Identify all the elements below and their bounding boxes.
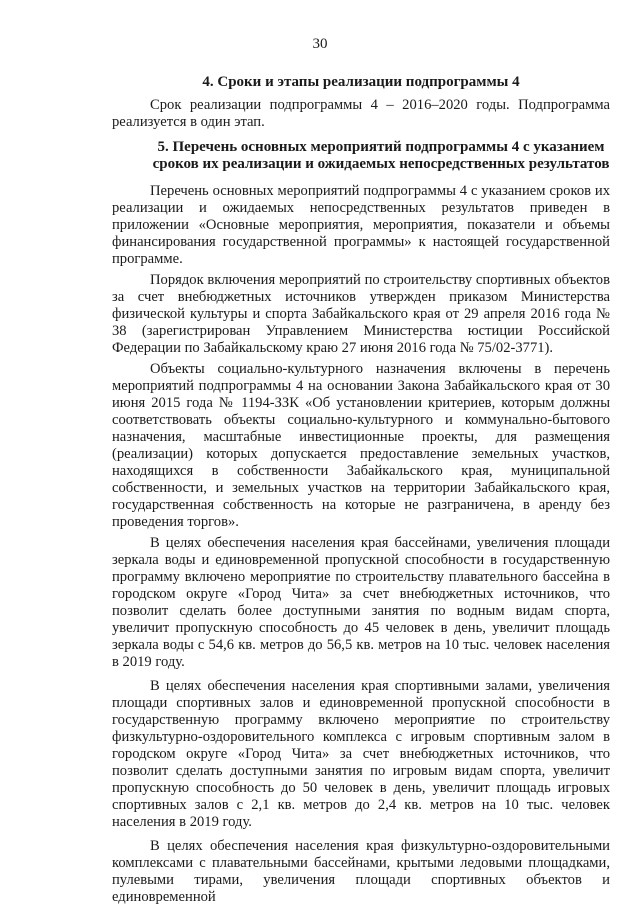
section-5-paragraph-1: Перечень основных мероприятий подпрограммы 4 с указанием сроков их реализации и ожидаемых непосредственных результатов приведен в приложении «Основные мероприятия, мероприятия, показатели и объемы финансирования государственной программы» к настоящей государственной программе. (112, 183, 610, 267)
section-5-paragraph-2: Порядок включения мероприятий по строительству спортивных объектов за счет внебюджетных источников утвержден приказом Министерства физической культуры и спорта Забайкальского края от 29 апреля 2016 года № 38 (зарегистрирован Управлением Министерства юстиции Российской Федерации по Забайкальскому краю 27 июня 2016 года № 75/02-3771). (112, 272, 610, 356)
section-5-paragraph-3: Объекты социально-культурного назначения включены в перечень мероприятий подпрограммы 4 на основании Закона Забайкальского края от 30 июня 2015 года № 1194-ЗЗК «Об установлении критериев, которым должны соответствовать объекты социально-культурного и коммунально-бытового назначения, масштабные инвестиционные проекты, для размещения (реализации) которых допускается предоставление земельных участков, находящихся в собственности Забайкальского края, муниципальной собственности, и земельных участков на территории Забайкальского края, государственная собственность на которые не разграничена, в аренду без проведения торгов». (112, 361, 610, 530)
section-5-paragraph-5: В целях обеспечения населения края спортивными залами, увеличения площади спортивных залов и единовременной пропускной способности в государственную программу включено мероприятие по строительству физкультурно-оздоровительного комплекса с игровым спортивным залом в городском округе «Город Чита» за счет внебюджетных источников, что позволит сделать доступными занятия по игровым видам спорта, увеличит пропускную способность до 50 человек в день, увеличит площадь игровых спортивных залов с 2,1 кв. метров до 2,4 кв. метров на 10 тыс. человек населения в 2019 году. (112, 678, 610, 830)
section-5-heading: 5. Перечень основных мероприятий подпрограммы 4 с указанием сроков их реализации и ожидаемых непосредственных результатов (152, 139, 610, 172)
page-number: 30 (312, 36, 328, 52)
section-5-paragraph-4: В целях обеспечения населения края бассейнами, увеличения площади зеркала воды и единовременной пропускной способности в государственную программу включено мероприятие по строительству плавательного бассейна в городском округе «Город Чита» за счет внебюджетных источников, что позволит сделать более доступными занятия по водным видам спорта, увеличит пропускную способность до 45 человек в день, увеличит площадь зеркала воды с 54,6 кв. метров до 56,5 кв. метров на 10 тыс. человек населения в 2019 году. (112, 535, 610, 670)
section-4-heading: 4. Сроки и этапы реализации подпрограммы 4 (202, 74, 520, 90)
section-4-paragraph: Срок реализации подпрограммы 4 – 2016–2020 годы. Подпрограмма реализуется в один этап. (112, 97, 610, 130)
page-content (112, 74, 610, 913)
section-5-paragraph-6: В целях обеспечения населения края физкультурно-оздоровительными комплексами с плавательными бассейнами, крытыми ледовыми площадками, пулевыми тирами, увеличения площади спортивных объектов и единовременной (112, 838, 610, 905)
